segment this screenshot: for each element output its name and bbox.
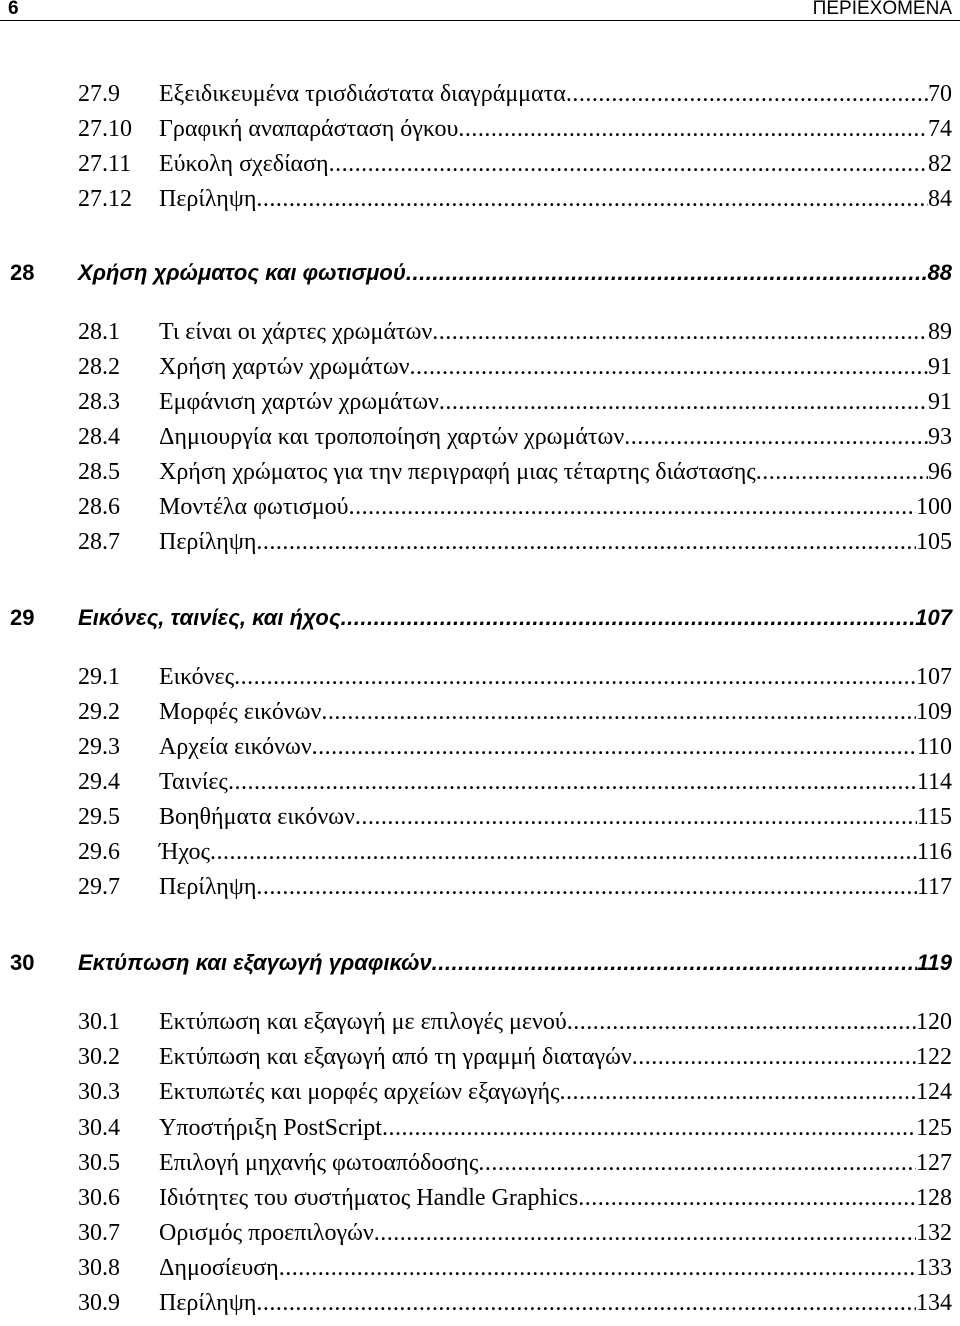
entry-number: 27.12 (78, 186, 132, 212)
entry-title: Εμφάνιση χαρτών χρωμάτων (159, 389, 439, 415)
entry-title: Χρήση χαρτών χρωμάτων (159, 354, 410, 380)
toc-entry (78, 1007, 952, 1037)
dot-leader (566, 79, 928, 109)
entry-number: 30.1 (78, 1009, 120, 1035)
entry-title: Τι είναι οι χάρτες χρωμάτων (159, 319, 433, 345)
entry-number: 28.2 (78, 354, 120, 380)
entry-title: Μοντέλα φωτισμού (159, 494, 349, 520)
entry-title: Μορφές εικόνων (159, 699, 322, 725)
entry-page: 124 (916, 1079, 952, 1105)
entry-number: 30.2 (78, 1044, 120, 1070)
entry-page: 82 (928, 151, 952, 177)
entry-number: 29.4 (78, 769, 120, 795)
dot-leader (321, 697, 916, 727)
entry-number: 27.10 (78, 116, 132, 142)
entry-page: 91 (928, 389, 952, 415)
entry-page: 110 (916, 734, 952, 760)
entry-number: 27.9 (78, 81, 120, 107)
dot-leader (349, 492, 916, 522)
dot-leader (567, 1007, 916, 1037)
toc-entry (78, 352, 952, 382)
dot-leader (341, 603, 916, 633)
toc-entry (78, 1042, 952, 1072)
entry-number: 28.5 (78, 459, 120, 485)
toc-entry (78, 1253, 952, 1283)
toc-chapter (10, 603, 952, 633)
toc-entry (78, 1148, 952, 1178)
entry-title: Εύκολη σχεδίαση (159, 151, 329, 177)
entry-title: Βοηθήματα εικόνων (159, 804, 355, 830)
dot-leader (432, 948, 917, 978)
entry-number: 30.6 (78, 1185, 120, 1211)
dot-leader (256, 184, 928, 214)
entry-title: Γραφική αναπαράσταση όγκου (159, 116, 459, 142)
entry-page: 115 (916, 804, 952, 830)
entry-title: Ταινίες (159, 769, 228, 795)
chapter-number: 30 (10, 950, 35, 975)
chapter-page: 107 (915, 605, 952, 630)
entry-page: 122 (916, 1044, 952, 1070)
entry-title: Ήχος (159, 839, 211, 865)
entry-number: 28.6 (78, 494, 120, 520)
entry-number: 28.4 (78, 424, 120, 450)
chapter-number: 29 (10, 605, 35, 630)
toc-entry (78, 1077, 952, 1107)
entry-title: Περίληψη (159, 186, 257, 212)
entry-page: 96 (928, 459, 952, 485)
entry-title: Ορισμός προεπιλογών (159, 1220, 374, 1246)
entry-title: Περίληψη (159, 529, 257, 555)
toc-entry (78, 184, 952, 214)
entry-title: Αρχεία εικόνων (159, 734, 312, 760)
dot-leader (279, 1253, 916, 1283)
entry-number: 29.6 (78, 839, 120, 865)
entry-number: 29.5 (78, 804, 120, 830)
toc-entry (78, 872, 952, 902)
toc-entry (78, 79, 952, 109)
entry-page: 133 (916, 1255, 952, 1281)
toc-entry (78, 1113, 952, 1143)
entry-page: 125 (916, 1115, 952, 1141)
entry-page: 91 (928, 354, 952, 380)
chapter-page: 119 (916, 950, 952, 975)
entry-page: 114 (916, 769, 952, 795)
entry-page: 116 (916, 839, 952, 865)
entry-number: 30.7 (78, 1220, 120, 1246)
toc-entry (78, 802, 952, 832)
entry-page: 128 (916, 1185, 952, 1211)
entry-number: 30.4 (78, 1115, 120, 1141)
dot-leader (374, 1218, 916, 1248)
entry-title: Εξειδικευμένα τρισδιάστατα διαγράμματα (159, 81, 566, 107)
toc-entry (78, 837, 952, 867)
entry-number: 30.5 (78, 1150, 120, 1176)
dot-leader (632, 1042, 916, 1072)
chapter-title: Χρήση χρώματος και φωτισμού (78, 260, 406, 285)
entry-title: Περίληψη (159, 1290, 257, 1316)
entry-number: 30.8 (78, 1255, 120, 1281)
entry-title: Εκτύπωση και εξαγωγή με επιλογές μενού (159, 1009, 567, 1035)
toc-entry (78, 1288, 952, 1318)
entry-number: 28.7 (78, 529, 120, 555)
entry-title: Χρήση χρώματος για την περιγραφή μιας τέταρτης διάστασης (159, 459, 756, 485)
entry-number: 28.3 (78, 389, 120, 415)
entry-number: 27.11 (78, 151, 132, 177)
dot-leader (256, 872, 916, 902)
toc-entry (78, 387, 952, 417)
dot-leader (256, 1288, 916, 1318)
entry-page: 117 (916, 874, 952, 900)
entry-number: 29.1 (78, 664, 120, 690)
toc-chapter (10, 258, 952, 288)
toc-entry (78, 317, 952, 347)
chapter-number: 28 (10, 260, 35, 285)
toc-entry (78, 1218, 952, 1248)
entry-title: Περίληψη (159, 874, 257, 900)
dot-leader (406, 258, 928, 288)
entry-page: 132 (916, 1220, 952, 1246)
toc-entry (78, 114, 952, 144)
entry-page: 109 (916, 699, 952, 725)
entry-number: 29.2 (78, 699, 120, 725)
entry-title: Εικόνες (159, 664, 235, 690)
entry-title: Επιλογή μηχανής φωτοαπόδοσης (159, 1150, 479, 1176)
toc-entry (78, 767, 952, 797)
chapter-page: 88 (927, 260, 952, 285)
entry-title: Δημοσίευση (159, 1255, 279, 1281)
toc-entry (78, 662, 952, 692)
entry-title: Εκτύπωση και εξαγωγή από τη γραμμή διαταγών (159, 1044, 632, 1070)
entry-page: 120 (916, 1009, 952, 1035)
entry-page: 107 (916, 664, 952, 690)
entry-page: 84 (928, 186, 952, 212)
entry-page: 134 (916, 1290, 952, 1316)
entry-page: 89 (928, 319, 952, 345)
chapter-title: Εικόνες, ταινίες, και ήχος (78, 605, 341, 630)
toc-entry (78, 149, 952, 179)
entry-page: 127 (916, 1150, 952, 1176)
running-title: ΠΕΡΙΕΧΟΜΕΝΑ (812, 0, 952, 19)
dot-leader (234, 662, 916, 692)
dot-leader (439, 387, 928, 417)
entry-page: 70 (928, 81, 952, 107)
entry-page: 100 (916, 494, 952, 520)
dot-leader (458, 114, 928, 144)
toc-entry (78, 697, 952, 727)
entry-title: Εκτυπωτές και μορφές αρχείων εξαγωγής (159, 1079, 560, 1105)
dot-leader (578, 1183, 916, 1213)
entry-title: Δημιουργία και τροποποίηση χαρτών χρωμάτων (159, 424, 625, 450)
toc-entry (78, 527, 952, 557)
dot-leader (560, 1077, 916, 1107)
entry-number: 29.7 (78, 874, 120, 900)
toc-entry (78, 422, 952, 452)
toc-entry (78, 1183, 952, 1213)
toc-entry (78, 457, 952, 487)
page-header (0, 0, 960, 22)
dot-leader (256, 527, 916, 557)
dot-leader (478, 1148, 916, 1178)
toc-entry (78, 732, 952, 762)
entry-title: Ιδιότητες του συστήματος Handle Graphics (159, 1185, 579, 1211)
entry-number: 28.1 (78, 319, 120, 345)
dot-leader (355, 802, 917, 832)
entry-number: 30.3 (78, 1079, 120, 1105)
dot-leader (432, 317, 928, 347)
toc-chapter (10, 948, 952, 978)
header-rule (0, 20, 960, 21)
entry-page: 74 (928, 116, 952, 142)
dot-leader (382, 1113, 916, 1143)
dot-leader (228, 767, 917, 797)
dot-leader (210, 837, 917, 867)
chapter-title: Εκτύπωση και εξαγωγή γραφικών (78, 950, 432, 975)
dot-leader (624, 422, 928, 452)
dot-leader (312, 732, 917, 762)
dot-leader (756, 457, 928, 487)
entry-page: 105 (916, 529, 952, 555)
entry-page: 93 (928, 424, 952, 450)
dot-leader (409, 352, 928, 382)
dot-leader (329, 149, 928, 179)
page-number: 6 (8, 0, 19, 19)
entry-number: 29.3 (78, 734, 120, 760)
toc-entry (78, 492, 952, 522)
entry-number: 30.9 (78, 1290, 120, 1316)
entry-title: Υποστήριξη PostScript (159, 1115, 382, 1141)
